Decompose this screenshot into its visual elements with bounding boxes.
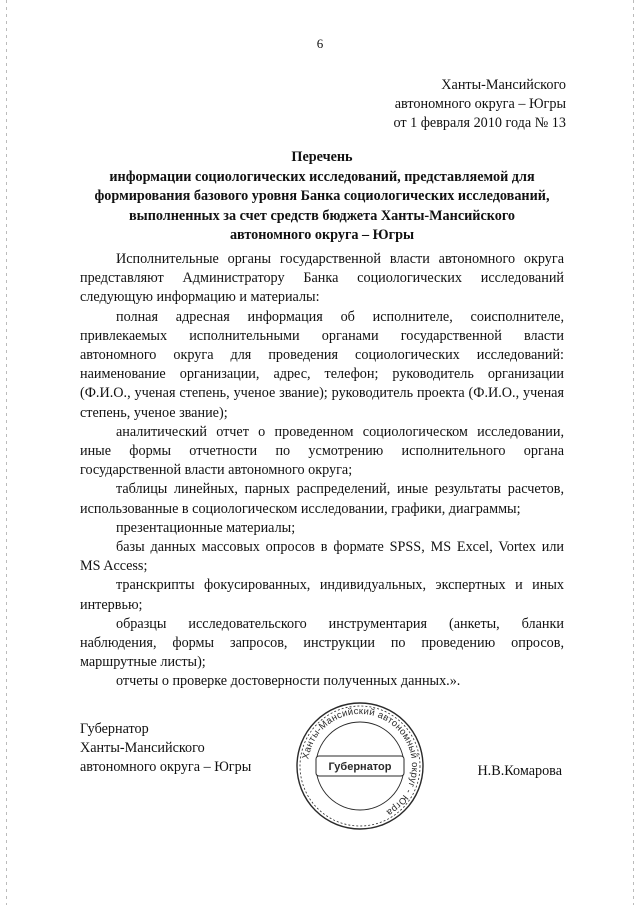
signatory-position xyxy=(80,720,251,777)
official-seal xyxy=(294,700,426,832)
list-item: транскрипты фокусированных, индивидуальных, экспертных и иных интервью; xyxy=(80,577,564,613)
list-item: аналитический отчет о проведенном социологическом исследовании, иные формы отчетности по усмотрению исполнительного органа государственной власти автономного округа; xyxy=(80,423,564,479)
header-line: Ханты-Мансийского xyxy=(441,77,566,93)
title-line: выполненных за счет средств бюджета Ханты-Мансийского xyxy=(128,207,516,224)
title-line: информации социологических исследований, представляемой для xyxy=(109,168,535,185)
seal-center-text: Губернатор xyxy=(328,761,392,773)
page-number: 6 xyxy=(316,36,324,51)
position-line: Губернатор xyxy=(80,721,149,737)
body-paragraph: Исполнительные органы государственной власти автономного округа представляют Администратору Банка социологических исследований следующую информацию и материалы: xyxy=(80,251,564,306)
list-item: базы данных массовых опросов в формате SPSS, MS Excel, Vortex или MS Access; xyxy=(80,539,564,575)
scan-edge-left xyxy=(6,0,7,905)
position-line: Ханты-Мансийского xyxy=(80,740,205,756)
signatory-name: Н.В.Комарова xyxy=(477,763,562,779)
position-line: автономного округа – Югры xyxy=(80,759,252,775)
seal-ring-text: Ханты-Мансийский автономный округ - Югра xyxy=(300,705,421,818)
header-line: автономного округа – Югры xyxy=(394,96,566,113)
title-line: формирования базового уровня Банка социологических исследований, xyxy=(94,188,550,204)
document-body xyxy=(80,250,564,692)
document-title xyxy=(80,148,564,246)
appendix-header xyxy=(393,76,566,134)
scan-edge-right xyxy=(633,0,634,905)
list-item: таблицы линейных, парных распределений, иные результаты расчетов, использованные в социологическом исследовании, графики, диаграммы; xyxy=(80,481,564,517)
list-item: образцы исследовательского инструментария (анкеты, бланки наблюдения, формы запросов, инструкции по проведению опросов, маршрутные листы); xyxy=(80,615,564,671)
title-line: автономного округа – Югры xyxy=(229,227,415,243)
header-line: от 1 февраля 2010 года № 13 xyxy=(393,115,566,132)
list-item: презентационные материалы; xyxy=(116,519,296,536)
list-item: отчеты о проверке достоверности полученных данных.». xyxy=(116,673,461,690)
title-line: Перечень xyxy=(291,149,353,165)
list-item: полная адресная информация об исполнителе, соисполнителе, привлекаемых исполнительными органами государственной власти автономного округа для проведения социологических исследований: наименование организации, адрес, телефон; руководитель организации (Ф.И.О., ученая степень, ученое звание); руководитель проекта (Ф.И.О., ученая степень, ученое звание); xyxy=(80,308,564,421)
